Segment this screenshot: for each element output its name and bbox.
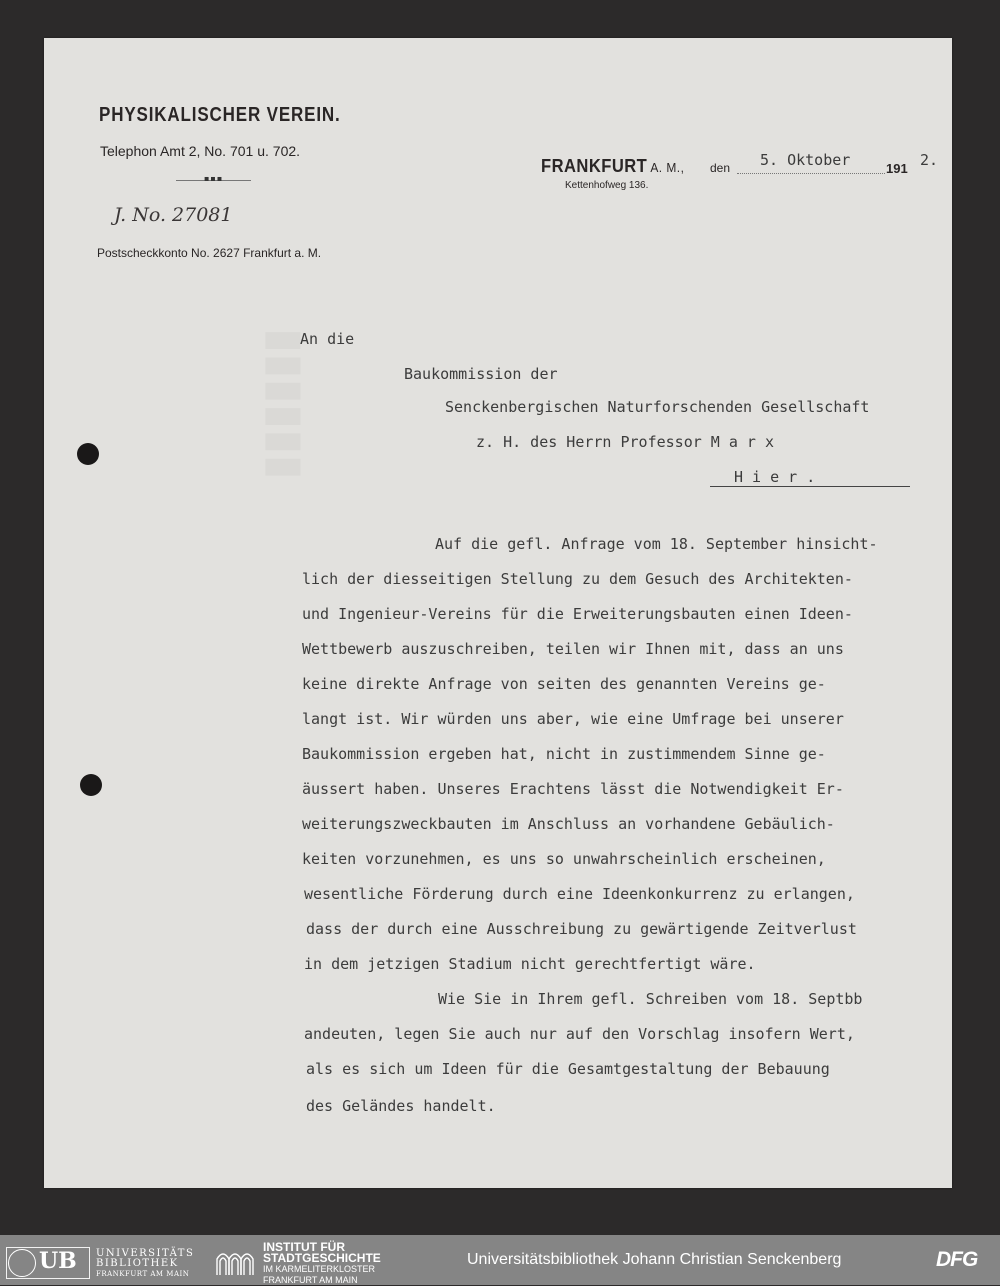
punch-hole-top — [77, 443, 99, 465]
body-line: wesentliche Förderung durch eine Ideenkonkurrenz zu erlangen, — [304, 885, 855, 903]
isg-line-1: INSTITUT FÜR — [263, 1240, 345, 1254]
address-line-5: H i e r . — [710, 468, 910, 487]
body-line: langt ist. Wir würden uns aber, wie eine Umfrage bei unserer — [302, 710, 844, 728]
body-line: Baukommission ergeben hat, nicht in zustimmendem Sinne ge- — [302, 745, 826, 763]
letterhead-city — [541, 156, 684, 177]
address-line-4: z. H. des Herrn Professor M a r x — [476, 433, 775, 451]
faint-stamp-watermark: ▮▮▮▮▮▮ — [260, 328, 314, 480]
body-line: des Geländes handelt. — [306, 1097, 496, 1115]
body-line: Wettbewerb auszuschreiben, teilen wir Ihnen mit, dass an uns — [302, 640, 844, 658]
letter-date: 5. Oktober — [760, 151, 851, 169]
isg-line-3: IM KARMELITERKLOSTER — [263, 1264, 376, 1274]
body-line: dass der durch eine Ausschreibung zu gewärtigende Zeitverlust — [306, 920, 857, 938]
date-dotted-line — [737, 173, 885, 174]
punch-hole-bottom — [80, 774, 102, 796]
handwritten-reference: J. No. 27081 — [114, 204, 233, 226]
address-line-1: An die — [300, 330, 355, 348]
ub-name-line-3: FRANKFURT AM MAIN — [96, 1270, 190, 1278]
footer-bar — [0, 1235, 1000, 1285]
year-typed: 2. — [920, 151, 939, 169]
body-line: in dem jetzigen Stadium nicht gerechtfertigt wäre. — [304, 955, 756, 973]
body-line: lich der diesseitigen Stellung zu dem Gesuch des Architekten- — [302, 570, 853, 588]
body-line: weiterungszweckbauten im Anschluss an vorhandene Gebäulich- — [302, 815, 835, 833]
body-line: als es sich um Ideen für die Gesamtgestaltung der Bebauung — [306, 1060, 830, 1078]
body-line: Wie Sie in Ihrem gefl. Schreiben vom 18. Septbb — [438, 990, 863, 1008]
isg-line-2: STADTGESCHICHTE — [263, 1251, 381, 1265]
body-line: und Ingenieur-Vereins für die Erweiterungsbauten einen Ideen- — [302, 605, 853, 623]
isg-name — [263, 1242, 381, 1286]
city-name: FRANKFURT — [541, 156, 648, 176]
address-line-2: Baukommission der — [404, 365, 558, 383]
ub-name-line-1: UNIVERSITÄTS — [96, 1248, 195, 1259]
body-line: keiten vorzunehmen, es uns so unwahrscheinlich erscheinen, — [302, 850, 826, 868]
body-line: keine direkte Anfrage von seiten des genannten Vereins ge- — [302, 675, 826, 693]
ub-name — [96, 1249, 194, 1279]
letterhead-postscheck: Postscheckkonto No. 2627 Frankfurt a. M. — [97, 246, 322, 260]
body-line: Auf die gefl. Anfrage vom 18. September hinsicht- — [435, 535, 878, 553]
letterhead-telephone: Telephon Amt 2, No. 701 u. 702. — [100, 143, 301, 159]
letterhead-name: PHYSIKALISCHER VEREIN. — [99, 104, 341, 126]
building-arches-icon — [215, 1245, 255, 1277]
seal-icon — [8, 1249, 36, 1277]
divider-ornament-icon: ▪▪▪ — [204, 174, 224, 183]
ub-name-line-2: BIBLIOTHEK — [96, 1258, 179, 1269]
footer-title: Universitätsbibliothek Johann Christian Senckenberg — [467, 1251, 842, 1268]
ub-logo-text: UB — [39, 1248, 77, 1274]
ub-logo — [6, 1247, 90, 1279]
body-line: andeuten, legen Sie auch nur auf den Vorschlag insofern Wert, — [304, 1025, 855, 1043]
letterhead-street: Kettenhofweg 136. — [565, 180, 649, 191]
date-prefix: den — [710, 161, 731, 175]
body-line: äussert haben. Unseres Erachtens lässt die Notwendigkeit Er- — [302, 780, 844, 798]
isg-line-4: FRANKFURT AM MAIN — [263, 1275, 358, 1285]
letter-page — [44, 38, 952, 1188]
year-printed: 191 — [886, 161, 908, 176]
address-line-3: Senckenbergischen Naturforschenden Gesellschaft — [445, 398, 870, 416]
city-suffix: A. M., — [647, 160, 685, 175]
dfg-logo: DFG — [936, 1248, 978, 1271]
